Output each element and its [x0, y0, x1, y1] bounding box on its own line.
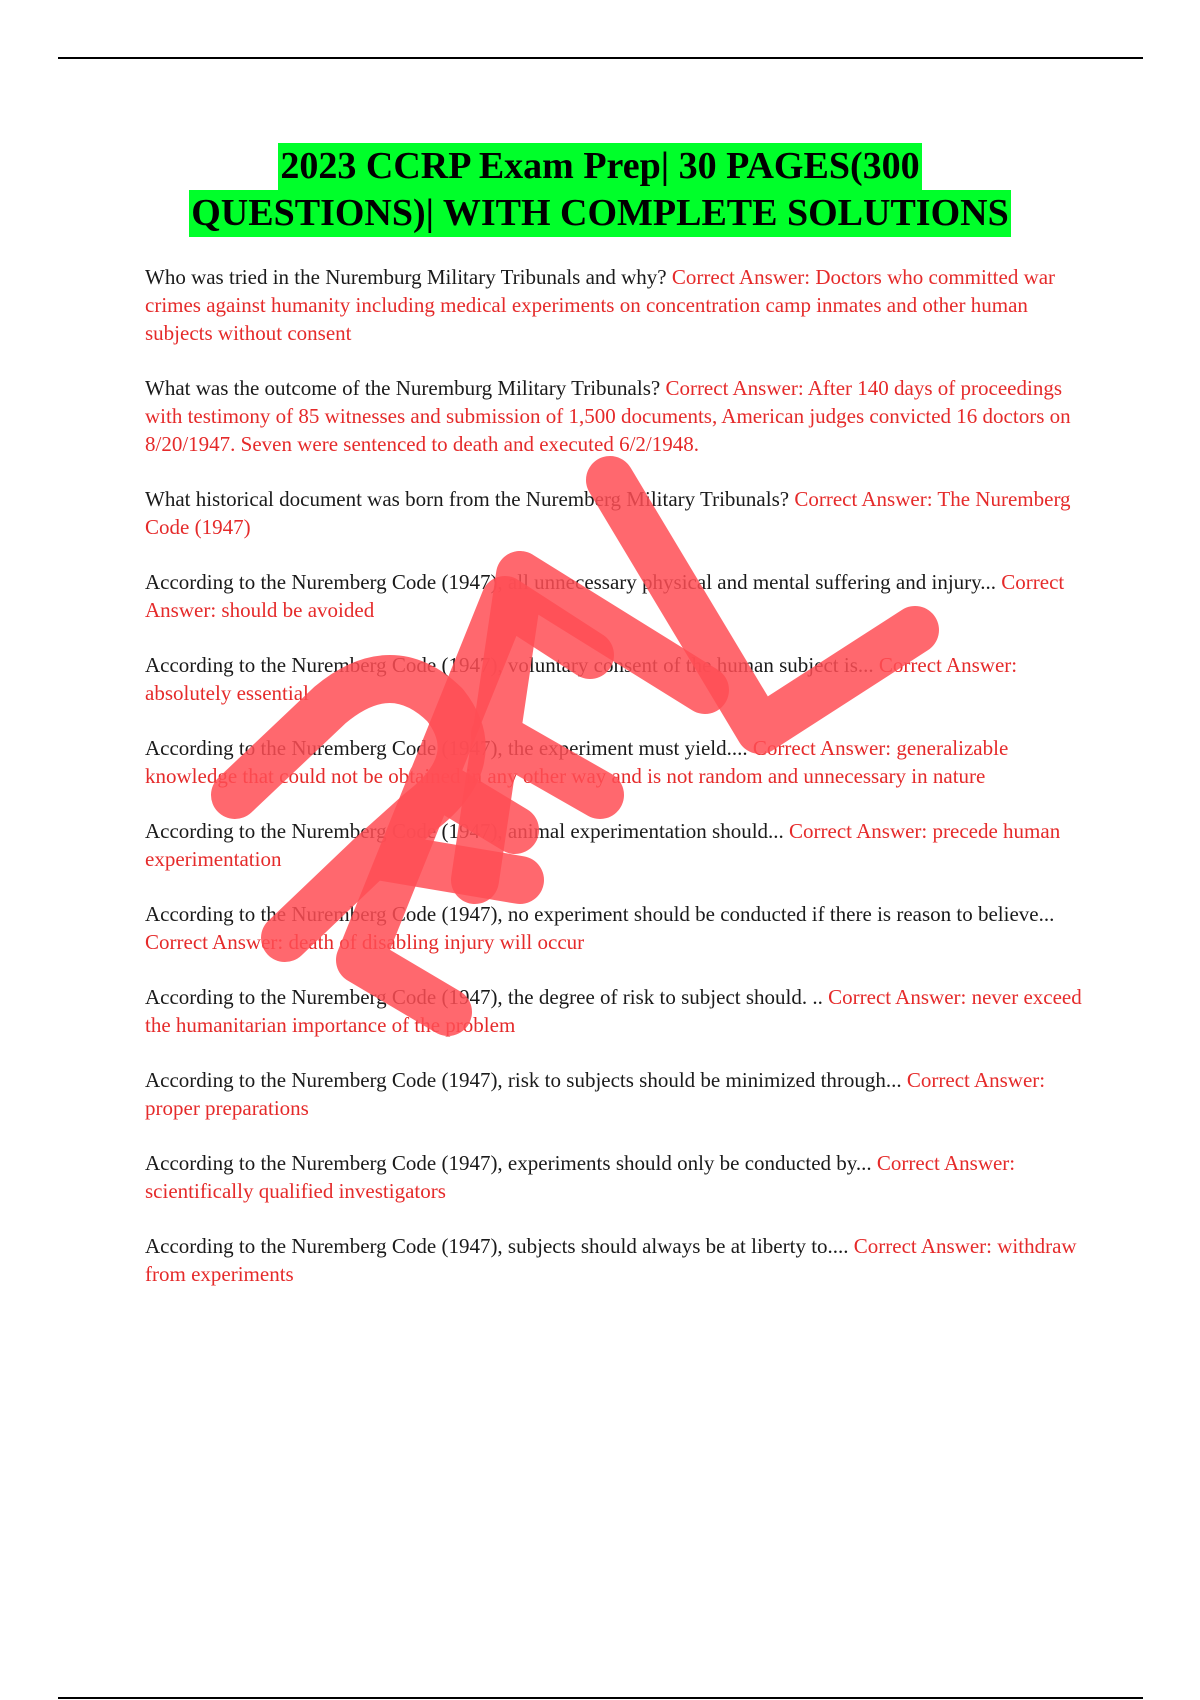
- qa-list: [145, 263, 1090, 1315]
- qa-item: [145, 263, 1090, 347]
- qa-item: [145, 983, 1090, 1039]
- qa-item: [145, 817, 1090, 873]
- answer-text: Correct Answer: never exceed the humanitarian importance of the problem: [145, 985, 1082, 1037]
- question-text: According to the Nuremberg Code (1947), experiments should only be conducted by...: [145, 1151, 872, 1175]
- answer-text: Correct Answer: Doctors who committed war crimes against humanity including medical experiments on concentration camp inmates and other human subjects without consent: [145, 265, 1056, 345]
- qa-item: [145, 485, 1090, 541]
- document-title: [0, 143, 1200, 237]
- question-text: According to the Nuremberg Code (1947), animal experimentation should...: [145, 819, 784, 843]
- qa-item: [145, 900, 1090, 956]
- question-text: According to the Nuremberg Code (1947), no experiment should be conducted if there is reason to believe...: [145, 902, 1055, 926]
- top-rule: [58, 57, 1143, 59]
- question-text: According to the Nuremberg Code (1947), the degree of risk to subject should. ..: [145, 985, 823, 1009]
- title-line-2: QUESTIONS)| WITH COMPLETE SOLUTIONS: [189, 190, 1010, 237]
- question-text: According to the Nuremberg Code (1947), risk to subjects should be minimized through...: [145, 1068, 902, 1092]
- qa-item: [145, 568, 1090, 624]
- answer-text: Correct Answer: scientifically qualified investigators: [145, 1151, 1016, 1203]
- title-line-1: 2023 CCRP Exam Prep| 30 PAGES(300: [278, 143, 921, 190]
- answer-text: Correct Answer: proper preparations: [145, 1068, 1046, 1120]
- question-text: Who was tried in the Nuremburg Military Tribunals and why?: [145, 265, 667, 289]
- answer-text: Correct Answer: After 140 days of proceedings with testimony of 85 witnesses and submission of 1,500 documents, American judges convicted 16 doctors on 8/20/1947. Seven were sentenced to death and executed 6/2/1948.: [145, 376, 1071, 456]
- question-text: What was the outcome of the Nuremburg Military Tribunals?: [145, 376, 661, 400]
- question-text: According to the Nuremberg Code (1947), the experiment must yield....: [145, 736, 748, 760]
- question-text: According to the Nuremberg Code (1947), subjects should always be at liberty to....: [145, 1234, 849, 1258]
- qa-item: [145, 374, 1090, 458]
- answer-text: Correct Answer: should be avoided: [145, 570, 1065, 622]
- qa-item: [145, 651, 1090, 707]
- question-text: According to the Nuremberg Code (1947), all unnecessary physical and mental suffering and injury...: [145, 570, 997, 594]
- answer-text: Correct Answer: generalizable knowledge that could not be obtained in any other way and is not random and unnecessary in nature: [145, 736, 1009, 788]
- answer-text: Correct Answer: precede human experimentation: [145, 819, 1061, 871]
- question-text: What historical document was born from the Nuremberg Military Tribunals?: [145, 487, 790, 511]
- answer-text: Correct Answer: death of disabling injury will occur: [145, 930, 585, 954]
- qa-item: [145, 1232, 1090, 1288]
- bottom-rule: [58, 1697, 1143, 1699]
- answer-text: Correct Answer: absolutely essential: [145, 653, 1018, 705]
- answer-text: Correct Answer: The Nuremberg Code (1947): [145, 487, 1071, 539]
- question-text: According to the Nuremberg Code (1947), voluntary consent of the human subject is...: [145, 653, 874, 677]
- qa-item: [145, 734, 1090, 790]
- qa-item: [145, 1066, 1090, 1122]
- qa-item: [145, 1149, 1090, 1205]
- answer-text: Correct Answer: withdraw from experiments: [145, 1234, 1077, 1286]
